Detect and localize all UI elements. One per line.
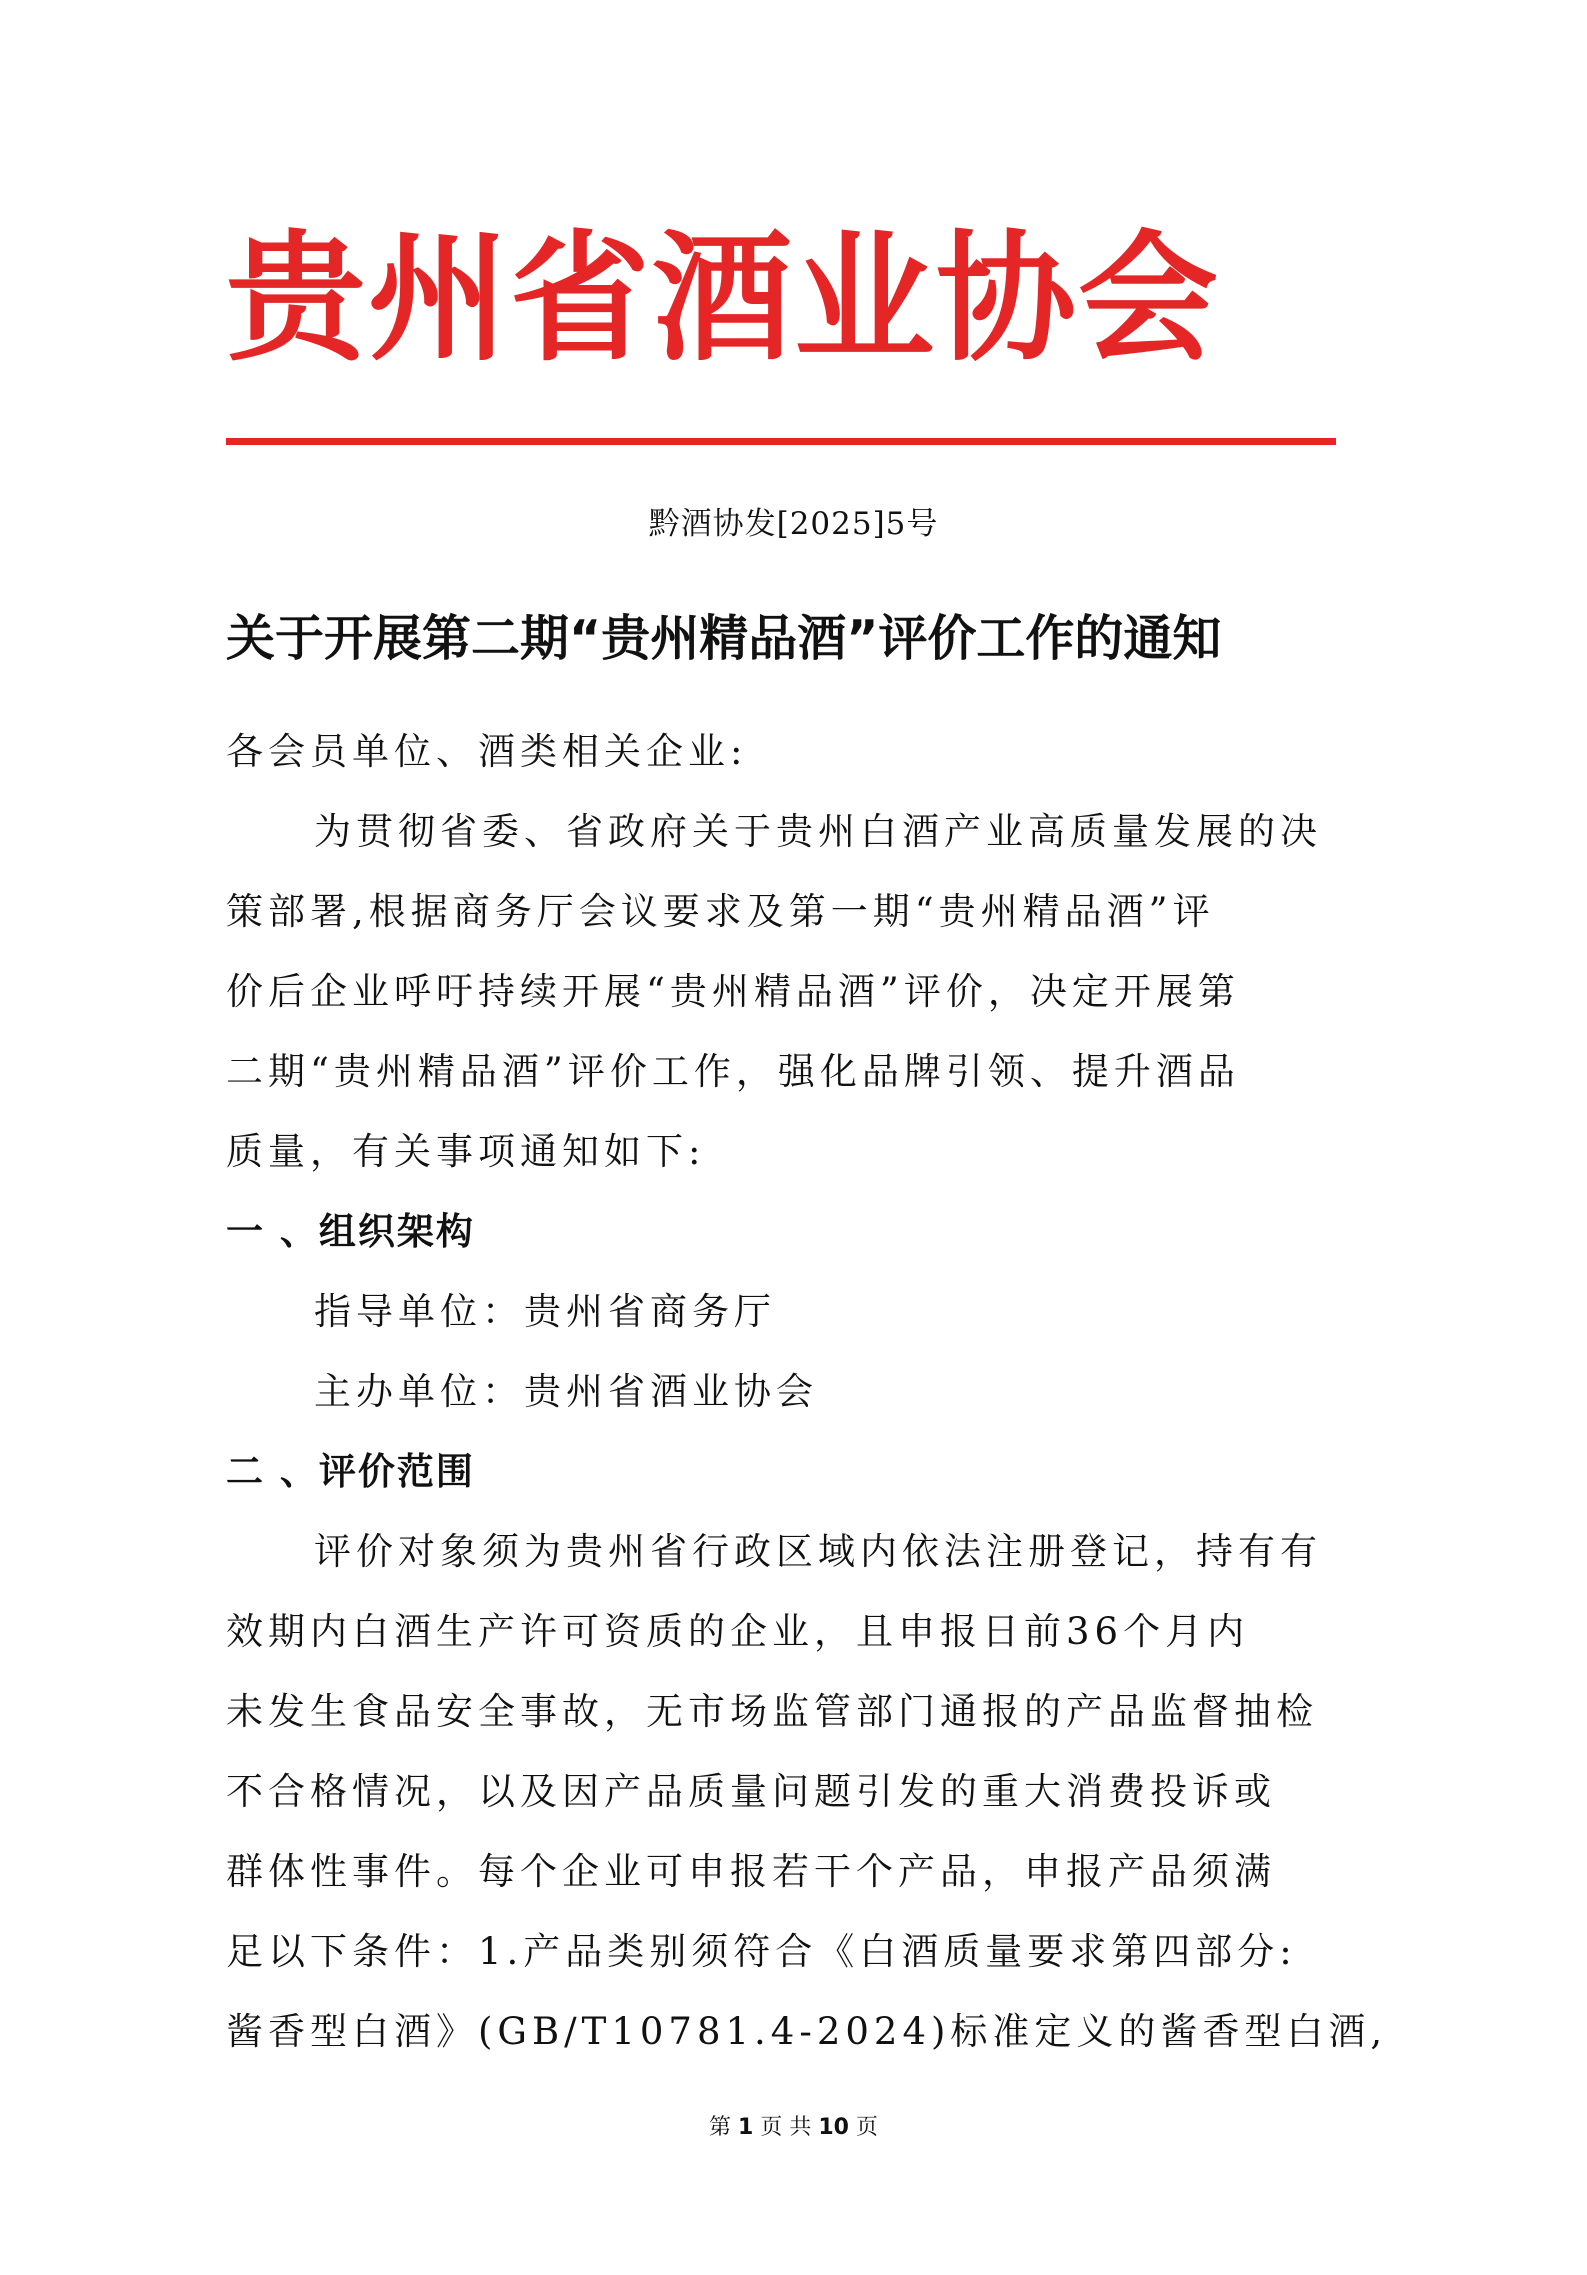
- total-pages-number: 10: [818, 2115, 849, 2140]
- page-footer: [0, 2113, 1587, 2143]
- document-title: 关于开展第二期“贵州精品酒”评价工作的通知: [226, 610, 1222, 667]
- masthead-org-name: 贵州省酒业协会: [226, 217, 1221, 381]
- paragraph-line: 质量，有关事项通知如下:: [226, 1130, 706, 1173]
- paragraph-line: 足以下条件：1.产品类别须符合《白酒质量要求第四部分:: [226, 1930, 1297, 1973]
- paragraph-line: 策部署,根据商务厅会议要求及第一期“贵州精品酒”评: [226, 890, 1215, 933]
- organizer-line: 主办单位：贵州省酒业协会: [314, 1370, 818, 1413]
- paragraph-line: 为贯彻省委、省政府关于贵州白酒产业高质量发展的决: [314, 810, 1322, 853]
- paragraph-line: 酱香型白酒》(GB/T10781.4-2024)标准定义的酱香型白酒,: [226, 2010, 1388, 2053]
- footer-prefix: 第: [709, 2115, 732, 2140]
- paragraph-line: 价后企业呼吁持续开展“贵州精品酒”评价，决定开展第: [226, 970, 1240, 1013]
- paragraph-line: 评价对象须为贵州省行政区域内依法注册登记，持有有: [314, 1530, 1322, 1573]
- footer-middle: 页 共: [760, 2115, 812, 2140]
- section-heading-organization: 一 、组织架构: [226, 1210, 475, 1253]
- salutation: 各会员单位、酒类相关企业:: [226, 730, 748, 773]
- paragraph-line: 群体性事件。每个企业可申报若干个产品，申报产品须满: [226, 1850, 1276, 1893]
- paragraph-line: 不合格情况，以及因产品质量问题引发的重大消费投诉或: [226, 1770, 1276, 1813]
- paragraph-line: 效期内白酒生产许可资质的企业，且申报日前36个月内: [226, 1610, 1250, 1653]
- guiding-unit-line: 指导单位：贵州省商务厅: [314, 1290, 776, 1333]
- current-page-number: 1: [738, 2115, 754, 2140]
- paragraph-line: 二期“贵州精品酒”评价工作，强化品牌引领、提升酒品: [226, 1050, 1240, 1093]
- masthead-red-rule: [226, 438, 1336, 445]
- footer-suffix: 页: [855, 2115, 878, 2140]
- document-body: [226, 712, 1388, 2072]
- section-heading-scope: 二 、评价范围: [226, 1450, 475, 1493]
- document-number: 黔酒协发[2025]5号: [648, 506, 939, 542]
- paragraph-line: 未发生食品安全事故，无市场监管部门通报的产品监督抽检: [226, 1690, 1318, 1733]
